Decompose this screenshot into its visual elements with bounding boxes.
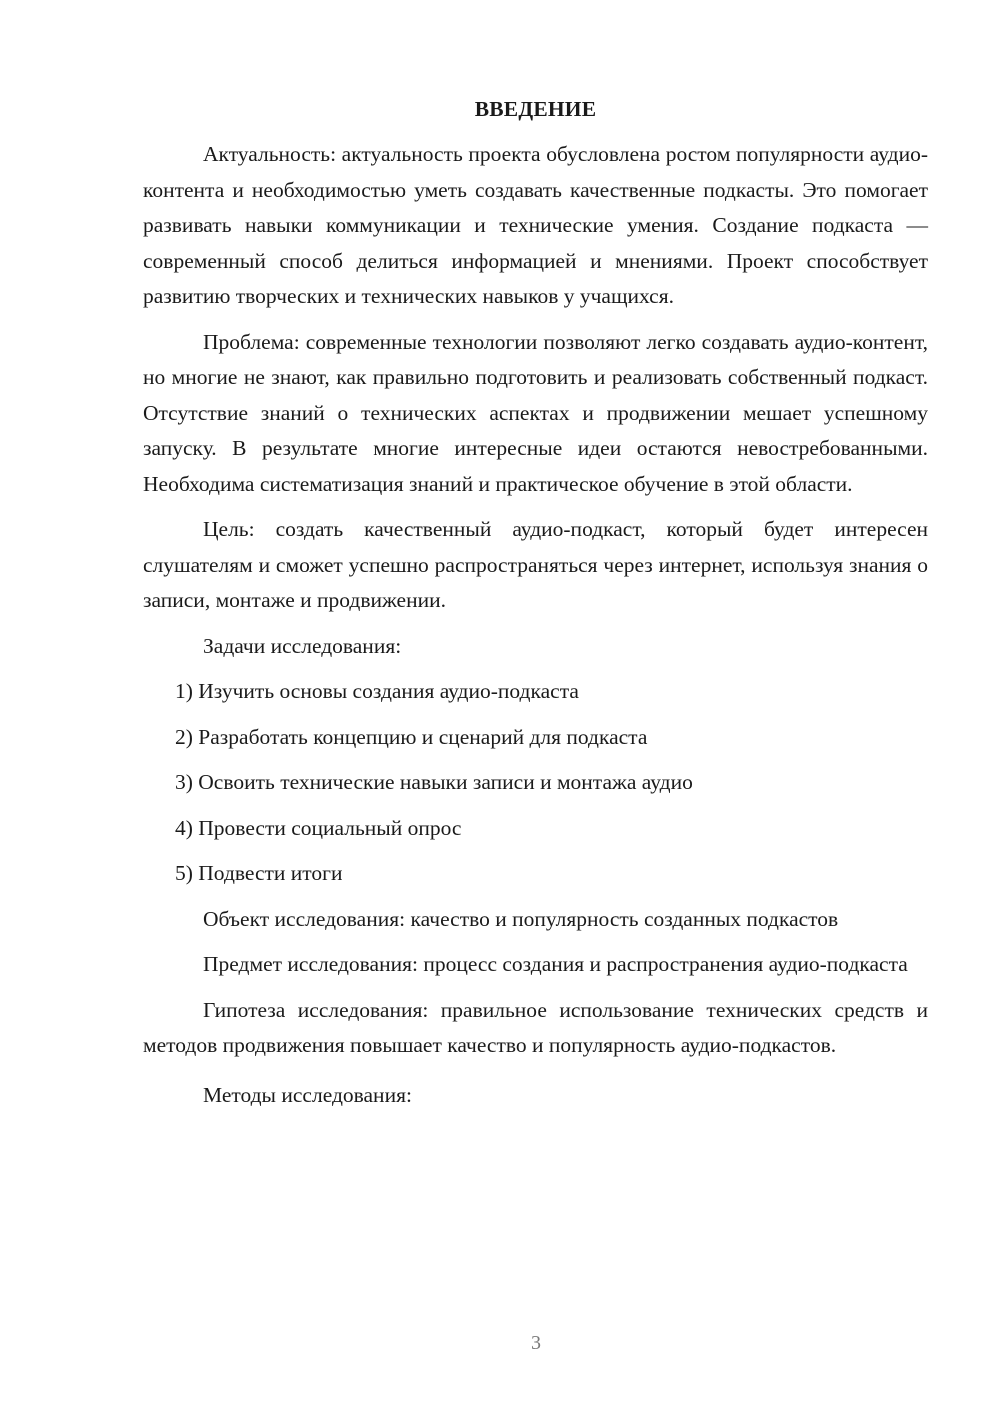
section-title: ВВЕДЕНИЕ [474,97,597,121]
page-number: 3 [531,1332,541,1354]
task-item-1: 1) Изучить основы создания аудио-подкаста [175,679,579,703]
paragraph-problem: Проблема: современные технологии позволяют легко создавать аудио-контент, но многие не знают, как правильно подготовить и реализовать собственный подкаст. Отсутствие знаний о технических аспектах и продвижении мешает успешному запуску. В результате многие интересные идеи остаются невостребованными. Необходима систематизация знаний и практическое обучение в этой области. [143,329,928,496]
paragraph-object: Объект исследования: качество и популярность созданных подкастов [203,906,839,931]
methods-heading: Методы исследования: [203,1082,412,1107]
document-page [143,92,928,1113]
paragraph-hypothesis: Гипотеза исследования: правильное использование технических средств и методов продвижения повышает качество и популярность аудио-подкастов. [143,997,928,1057]
paragraph-subject: Предмет исследования: процесс создания и распространения аудио-подкаста [203,952,908,976]
tasks-heading: Задачи исследования: [203,633,402,658]
task-item-2: 2) Разработать концепцию и сценарий для подкаста [175,724,648,749]
task-item-3: 3) Освоить технические навыки записи и монтажа аудио [175,770,693,794]
task-item-5: 5) Подвести итоги [175,861,343,885]
task-item-4: 4) Провести социальный опрос [175,815,462,840]
paragraph-goal: Цель: создать качественный аудио-подкаст, который будет интересен слушателям и сможет успешно распространяться через интернет, используя знания о записи, монтаже и продвижении. [143,517,928,612]
paragraph-relevance: Актуальность: актуальность проекта обусловлена ростом популярности аудио-контента и необходимостью уметь создавать качественные подкасты. Это помогает развивать навыки коммуникации и технические умения. Создание подкаста — современный способ делиться информацией и мнениями. Проект способствует развитию творческих и технических навыков у учащихся. [143,142,928,308]
